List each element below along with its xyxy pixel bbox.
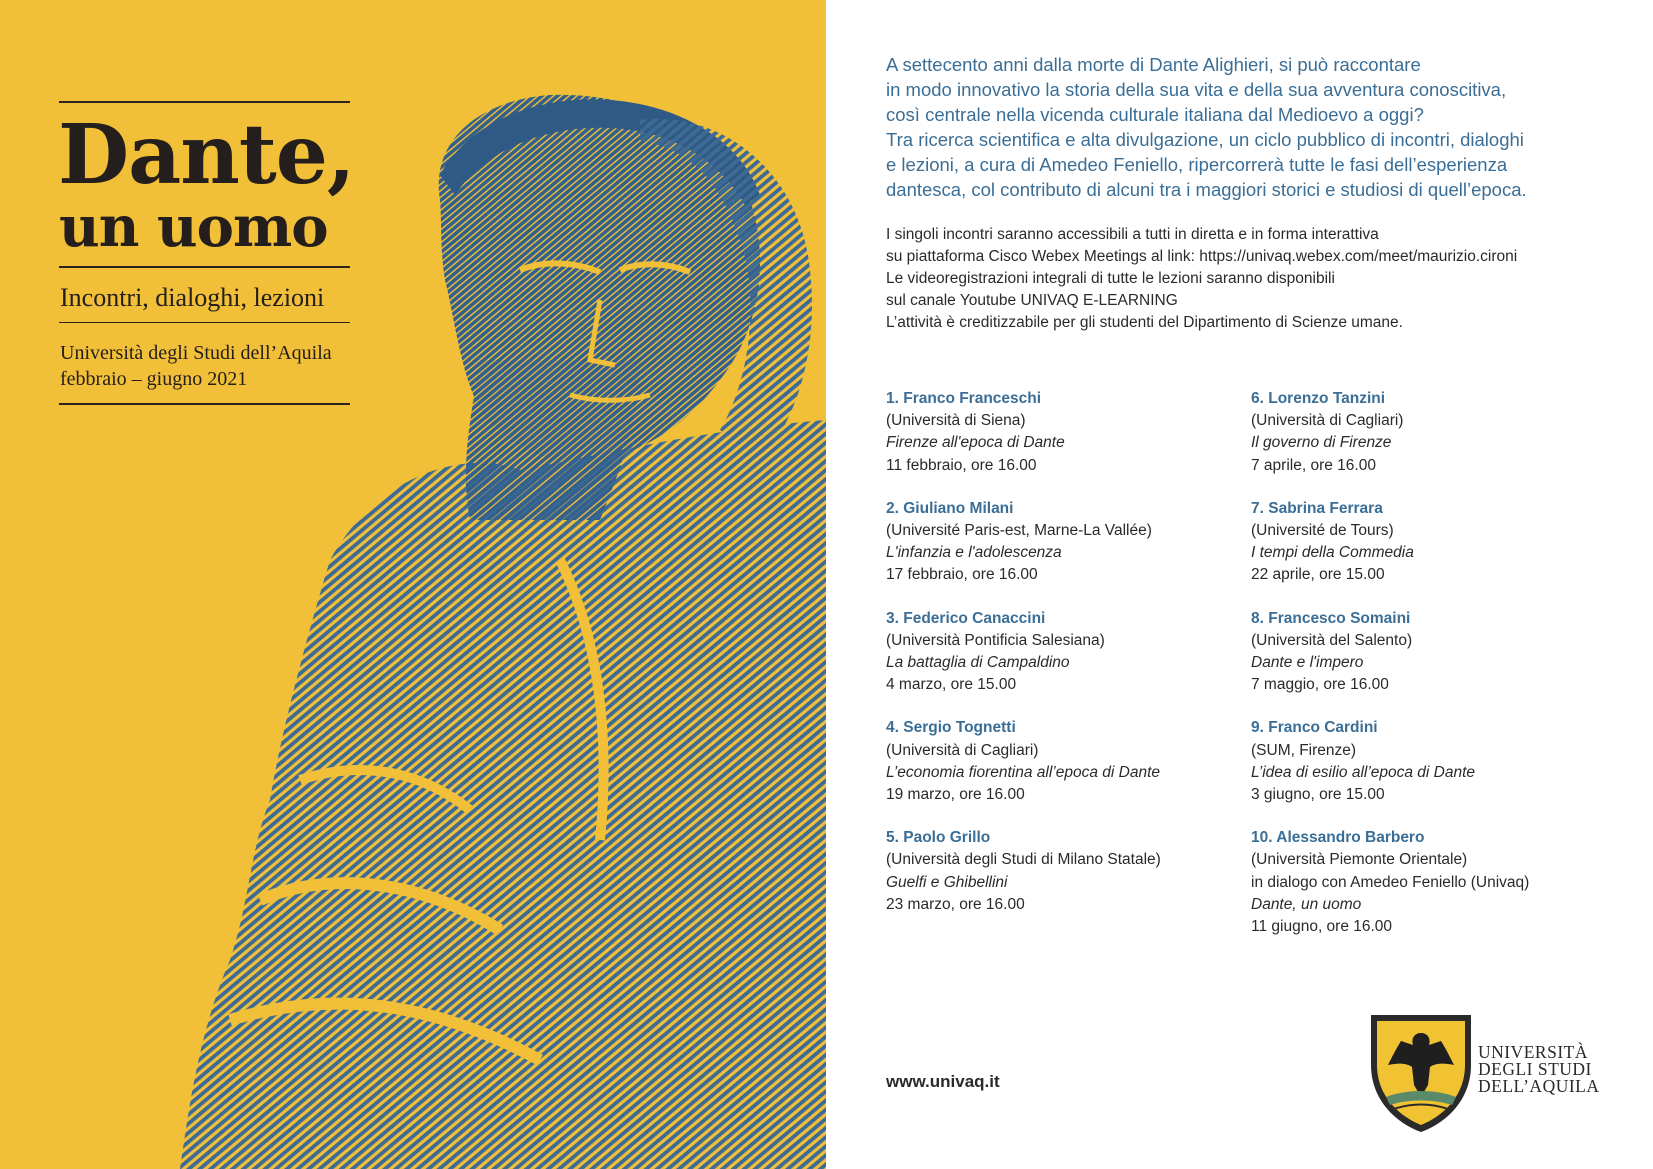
event-date: 23 marzo, ore 16.00 bbox=[886, 895, 1025, 913]
speaker-affiliation: (Università del Salento) bbox=[1251, 631, 1413, 649]
bottom-divider bbox=[59, 403, 350, 405]
intro-line: Tra ricerca scientifica e alta divulgazione, un ciclo pubblico di incontri, dialoghi bbox=[886, 129, 1524, 150]
speaker-name: 6. Lorenzo Tanzini bbox=[1251, 390, 1386, 407]
intro-line: in modo innovativo la storia della sua vita e della sua avventura conoscitiva, bbox=[886, 79, 1507, 100]
eagle-shield-icon bbox=[1366, 1005, 1476, 1135]
university-and-dates bbox=[60, 340, 332, 392]
event-date: 11 giugno, ore 16.00 bbox=[1251, 918, 1393, 936]
event-item bbox=[1251, 608, 1631, 697]
talk-title: Firenze all'epoca di Dante bbox=[886, 434, 1065, 452]
event-item bbox=[1251, 498, 1631, 587]
access-line: sul canale Youtube UNIVAQ E-LEARNING bbox=[886, 292, 1178, 309]
speaker-affiliation: (Université Paris-est, Marne-La Vallée) bbox=[886, 522, 1152, 540]
talk-title: L’idea di esilio all’epoca di Dante bbox=[1251, 763, 1476, 781]
speaker-affiliation: (Università di Cagliari) bbox=[886, 741, 1039, 759]
speaker-affiliation: (Université de Tours) bbox=[1251, 522, 1394, 540]
event-item bbox=[1251, 827, 1631, 938]
intro-line: così centrale nella vicenda culturale italiana dal Medioevo a oggi? bbox=[886, 104, 1424, 125]
speaker-affiliation: (SUM, Firenze) bbox=[1251, 741, 1357, 759]
event-item bbox=[886, 608, 1226, 697]
event-item bbox=[1251, 717, 1631, 806]
speaker-affiliation: (Università Pontificia Salesiana) bbox=[886, 631, 1105, 649]
talk-title: I tempi della Commedia bbox=[1251, 544, 1414, 562]
intro-line: A settecento anni dalla morte di Dante Alighieri, si può raccontare bbox=[886, 54, 1421, 75]
speaker-name: 3. Federico Canaccini bbox=[886, 609, 1046, 627]
top-divider bbox=[59, 101, 350, 103]
talk-title: Dante, un uomo bbox=[1251, 895, 1362, 913]
tagline-divider bbox=[59, 322, 350, 323]
talk-title: L'infanzia e l'adolescenza bbox=[886, 544, 1062, 562]
poster-left-panel bbox=[0, 0, 826, 1169]
event-date: 4 marzo, ore 15.00 bbox=[886, 676, 1017, 694]
speaker-name: 10. Alessandro Barbero bbox=[1251, 829, 1425, 847]
university-name: Università degli Studi dell’Aquila bbox=[60, 342, 332, 364]
speaker-affiliation: (Università di Siena) bbox=[886, 412, 1026, 430]
speaker-affiliation: (Università di Cagliari) bbox=[1251, 412, 1404, 430]
speaker-name: 4. Sergio Tognetti bbox=[886, 719, 1016, 737]
talk-title: L’economia fiorentina all’epoca di Dante bbox=[886, 763, 1161, 781]
schedule-column-left bbox=[886, 388, 1226, 937]
logo-line: DEGLI STUDI bbox=[1478, 1059, 1592, 1079]
intro-line: e lezioni, a cura di Amedeo Feniello, ripercorrerà tutte le fasi dell’esperienza bbox=[886, 154, 1508, 175]
speaker-affiliation: (Università degli Studi di Milano Statale) bbox=[886, 851, 1161, 869]
poster-tagline: Incontri, dialoghi, lezioni bbox=[60, 283, 325, 312]
event-date: 19 marzo, ore 16.00 bbox=[886, 786, 1025, 804]
event-item bbox=[886, 498, 1226, 587]
talk-title: Guelfi e Ghibellini bbox=[886, 873, 1008, 891]
access-line: L’attività è creditizzabile per gli studenti del Dipartimento di Scienze umane. bbox=[886, 314, 1403, 331]
university-logo-text bbox=[1478, 1044, 1600, 1095]
speaker-name: 1. Franco Franceschi bbox=[886, 390, 1042, 407]
poster-right-panel bbox=[826, 0, 1653, 1169]
intro-line: dantesca, col contributo di alcuni tra i maggiori storici e studiosi di quell’epoca. bbox=[886, 179, 1527, 200]
speaker-name: 2. Giuliano Milani bbox=[886, 499, 1014, 517]
event-item bbox=[1251, 388, 1631, 477]
logo-line: DELL’AQUILA bbox=[1478, 1076, 1600, 1096]
event-item bbox=[886, 388, 1226, 477]
event-date: 22 aprile, ore 15.00 bbox=[1251, 566, 1385, 584]
speaker-name: 7. Sabrina Ferrara bbox=[1251, 499, 1383, 517]
speaker-name: 5. Paolo Grillo bbox=[886, 829, 991, 847]
middle-divider bbox=[59, 266, 350, 268]
access-line: Le videoregistrazioni integrali di tutte le lezioni saranno disponibili bbox=[886, 270, 1335, 287]
date-range: febbraio – giugno 2021 bbox=[60, 368, 248, 390]
event-date: 11 febbraio, ore 16.00 bbox=[886, 456, 1037, 474]
schedule-column-right bbox=[1251, 388, 1631, 959]
access-line: I singoli incontri saranno accessibili a tutti in diretta e in forma interattiva bbox=[886, 226, 1379, 243]
intro-paragraph bbox=[886, 52, 1626, 202]
poster-title: Dante, bbox=[58, 107, 355, 203]
webex-link-line[interactable]: su piattaforma Cisco Webex Meetings al link: https://univaq.webex.com/meet/maurizio.cironi bbox=[886, 248, 1518, 265]
speaker-name: 8. Francesco Somaini bbox=[1251, 609, 1411, 627]
logo-line: UNIVERSITÀ bbox=[1478, 1042, 1588, 1062]
event-item bbox=[886, 827, 1226, 916]
event-date: 17 febbraio, ore 16.00 bbox=[886, 566, 1038, 584]
speaker-affiliation: (Università Piemonte Orientale) bbox=[1251, 851, 1468, 869]
talk-title: La battaglia di Campaldino bbox=[886, 654, 1070, 672]
dialogue-note: in dialogo con Amedeo Feniello (Univaq) bbox=[1251, 873, 1530, 891]
event-date: 7 aprile, ore 16.00 bbox=[1251, 456, 1376, 474]
poster-subtitle: un uomo bbox=[59, 194, 328, 260]
access-info bbox=[886, 224, 1646, 334]
website-link[interactable]: www.univaq.it bbox=[886, 1072, 1000, 1091]
event-date: 3 giugno, ore 15.00 bbox=[1251, 786, 1385, 804]
talk-title: Dante e l'impero bbox=[1251, 654, 1364, 672]
talk-title: Il governo di Firenze bbox=[1251, 434, 1392, 452]
speaker-name: 9. Franco Cardini bbox=[1251, 719, 1378, 737]
event-date: 7 maggio, ore 16.00 bbox=[1251, 676, 1389, 694]
event-item bbox=[886, 717, 1226, 806]
